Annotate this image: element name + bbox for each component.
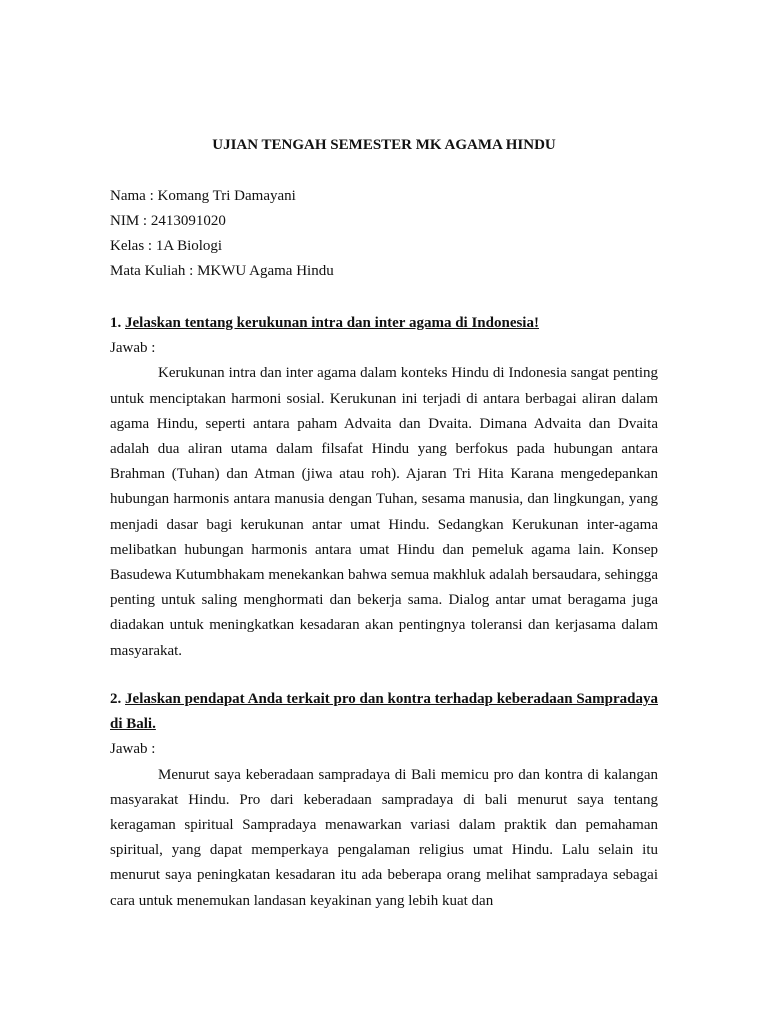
document-page	[110, 0, 658, 1024]
question-1	[110, 311, 658, 336]
answer-label: Jawab :	[110, 741, 156, 758]
question-text: Jelaskan pendapat Anda terkait pro dan kontra terhadap keberadaan Sampradaya di Bali.	[110, 691, 659, 733]
student-info	[110, 184, 658, 284]
answer-text: Menurut saya keberadaan sampradaya di Bali memicu pro dan kontra di kalangan masyarakat Hindu. Pro dari keberadaan sampradaya di bali menurut saya tentang keragaman spiritual Sampradaya menawarkan variasi dalam praktik dan pemahaman spiritual, yang dapat memperkaya pengalaman religius umat Hindu. Lalu selain itu menurut saya peningkatan kesadaran itu ada beberapa orang melihat sampradaya sebagai cara untuk menemukan landasan keyakinan yang lebih kuat dan	[110, 766, 658, 909]
question-2	[110, 687, 658, 737]
info-nim: NIM : 2413091020	[110, 213, 226, 229]
answer-text: Kerukunan intra dan inter agama dalam konteks Hindu di Indonesia sangat penting untuk menciptakan harmoni sosial. Kerukunan ini terjadi di antara berbagai aliran dalam agama Hindu, seperti antara paham Advaita dan Dvaita. Dimana Advaita dan Dvaita adalah dua aliran utama dalam filsafat Hindu yang berfokus pada hubungan antara Brahman (Tuhan) dan Atman (jiwa atau roh). Ajaran Tri Hita Karana mengedepankan hubungan harmonis antara manusia dengan Tuhan, sesama manusia, dan lingkungan, yang menjadi dasar bagi kerukunan antar umat Hindu. Sedangkan Kerukunan inter-agama melibatkan hubungan harmonis antara umat Hindu dan pemeluk agama lain. Konsep Basudewa Kutumbhakam menekankan bahwa semua makhluk adalah bersaudara, sehingga penting untuk saling menghormati dan bekerja sama. Dialog antar umat beragama juga diadakan untuk meningkatkan kesadaran akan pentingnya toleransi dan kerjasama dalam masyarakat.	[110, 365, 658, 659]
document-title: UJIAN TENGAH SEMESTER MK AGAMA HINDU	[212, 137, 556, 153]
question-block-1	[110, 311, 658, 664]
question-number: 2.	[110, 691, 122, 707]
info-nama: Nama : Komang Tri Damayani	[110, 188, 296, 204]
question-text: Jelaskan tentang kerukunan intra dan inter agama di Indonesia!	[125, 315, 539, 331]
info-mata-kuliah: Mata Kuliah : MKWU Agama Hindu	[110, 263, 334, 279]
info-kelas: Kelas : 1A Biologi	[110, 238, 223, 254]
question-block-2	[110, 687, 658, 914]
answer-label: Jawab :	[110, 340, 156, 357]
question-number: 1.	[110, 315, 122, 331]
